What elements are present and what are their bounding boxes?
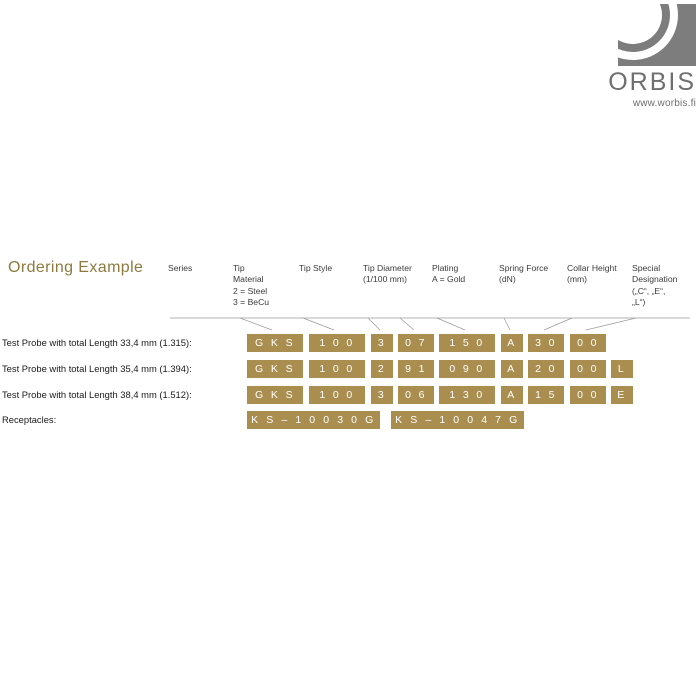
- code-box-test-probe-35-4-tip-material: 1 0 0: [309, 360, 365, 378]
- code-box-test-probe-35-4-special: 0 0: [570, 360, 606, 378]
- code-box-receptacles-receptacle-1: K S – 1 0 0 3 0 G: [247, 411, 380, 429]
- column-header-line: 3 = BeCu: [233, 297, 270, 308]
- code-box-test-probe-33-4-special: 0 0: [570, 334, 606, 352]
- orbis-logo-mark: [618, 4, 696, 66]
- code-box-test-probe-38-4-plating: 1 3 0: [439, 386, 495, 404]
- column-header-tip-style: [299, 263, 361, 274]
- code-box-test-probe-33-4-plating: 1 5 0: [439, 334, 495, 352]
- row-label-receptacles: Receptacles:: [2, 414, 57, 425]
- page-title: Ordering Example: [8, 259, 144, 276]
- column-header-line: („C“, „E“,: [632, 285, 666, 296]
- column-header-series: [168, 263, 228, 274]
- code-box-test-probe-38-4-series: G K S: [247, 386, 303, 404]
- orbis-logo: [586, 4, 696, 109]
- code-box-test-probe-33-4-tip-material: 1 0 0: [309, 334, 365, 352]
- column-header-spring-force: [499, 263, 563, 286]
- column-header-line: (dN): [499, 274, 516, 285]
- column-header-line: A = Gold: [432, 274, 466, 285]
- column-header-line: Collar Height: [567, 263, 617, 273]
- code-box-test-probe-38-4-spring-force: A: [501, 386, 523, 404]
- code-box-test-probe-35-4-spring-force: A: [501, 360, 523, 378]
- logo-wordmark: ORBIS: [608, 68, 696, 96]
- column-header-line: Plating: [432, 263, 459, 273]
- code-box-test-probe-38-4-tip-material: 1 0 0: [309, 386, 365, 404]
- column-header-line: Tip Diameter: [363, 263, 412, 273]
- column-header-line: (1/100 mm): [363, 274, 407, 285]
- column-header-line: Tip Style: [299, 263, 333, 273]
- code-box-test-probe-38-4-tip-style: 3: [371, 386, 393, 404]
- leader-lines-svg: [0, 300, 700, 336]
- code-box-test-probe-33-4-series: G K S: [247, 334, 303, 352]
- leader-lines: [0, 300, 700, 336]
- column-header-line: Material: [233, 274, 264, 285]
- code-box-test-probe-35-4-designation: L: [611, 360, 633, 378]
- row-label-test-probe-38-4: Test Probe with total Length 38,4 mm (1.512):: [2, 389, 192, 400]
- column-header-tip-diameter: [363, 263, 429, 286]
- code-box-test-probe-35-4-tip-diameter: 9 1: [398, 360, 434, 378]
- code-box-test-probe-38-4-collar-height: 1 5: [528, 386, 564, 404]
- code-box-test-probe-35-4-tip-style: 2: [371, 360, 393, 378]
- column-header-line: Designation: [632, 274, 678, 285]
- row-label-test-probe-33-4: Test Probe with total Length 33,4 mm (1.315):: [2, 337, 192, 348]
- column-header-line: (mm): [567, 274, 588, 285]
- column-header-line: 2 = Steel: [233, 285, 268, 296]
- row-label-test-probe-35-4: Test Probe with total Length 35,4 mm (1.394):: [2, 363, 192, 374]
- code-box-test-probe-33-4-spring-force: A: [501, 334, 523, 352]
- code-box-test-probe-33-4-tip-style: 3: [371, 334, 393, 352]
- logo-url: www.worbis.fi: [632, 98, 696, 109]
- code-box-test-probe-38-4-designation: E: [611, 386, 633, 404]
- code-box-test-probe-35-4-plating: 0 9 0: [439, 360, 495, 378]
- column-header-line: Spring Force: [499, 263, 549, 273]
- code-box-test-probe-33-4-collar-height: 3 0: [528, 334, 564, 352]
- code-box-test-probe-38-4-tip-diameter: 0 6: [398, 386, 434, 404]
- code-box-test-probe-35-4-collar-height: 2 0: [528, 360, 564, 378]
- column-header-plating: [432, 263, 494, 286]
- code-box-test-probe-33-4-tip-diameter: 0 7: [398, 334, 434, 352]
- code-box-test-probe-35-4-series: G K S: [247, 360, 303, 378]
- column-header-line: Tip: [233, 263, 245, 273]
- column-header-collar-height: [567, 263, 629, 286]
- code-box-test-probe-38-4-special: 0 0: [570, 386, 606, 404]
- column-header-line: Series: [168, 263, 193, 273]
- column-header-line: „L“): [632, 297, 646, 308]
- code-box-receptacles-receptacle-2: K S – 1 0 0 4 7 G: [391, 411, 524, 429]
- column-header-line: Special: [632, 263, 661, 273]
